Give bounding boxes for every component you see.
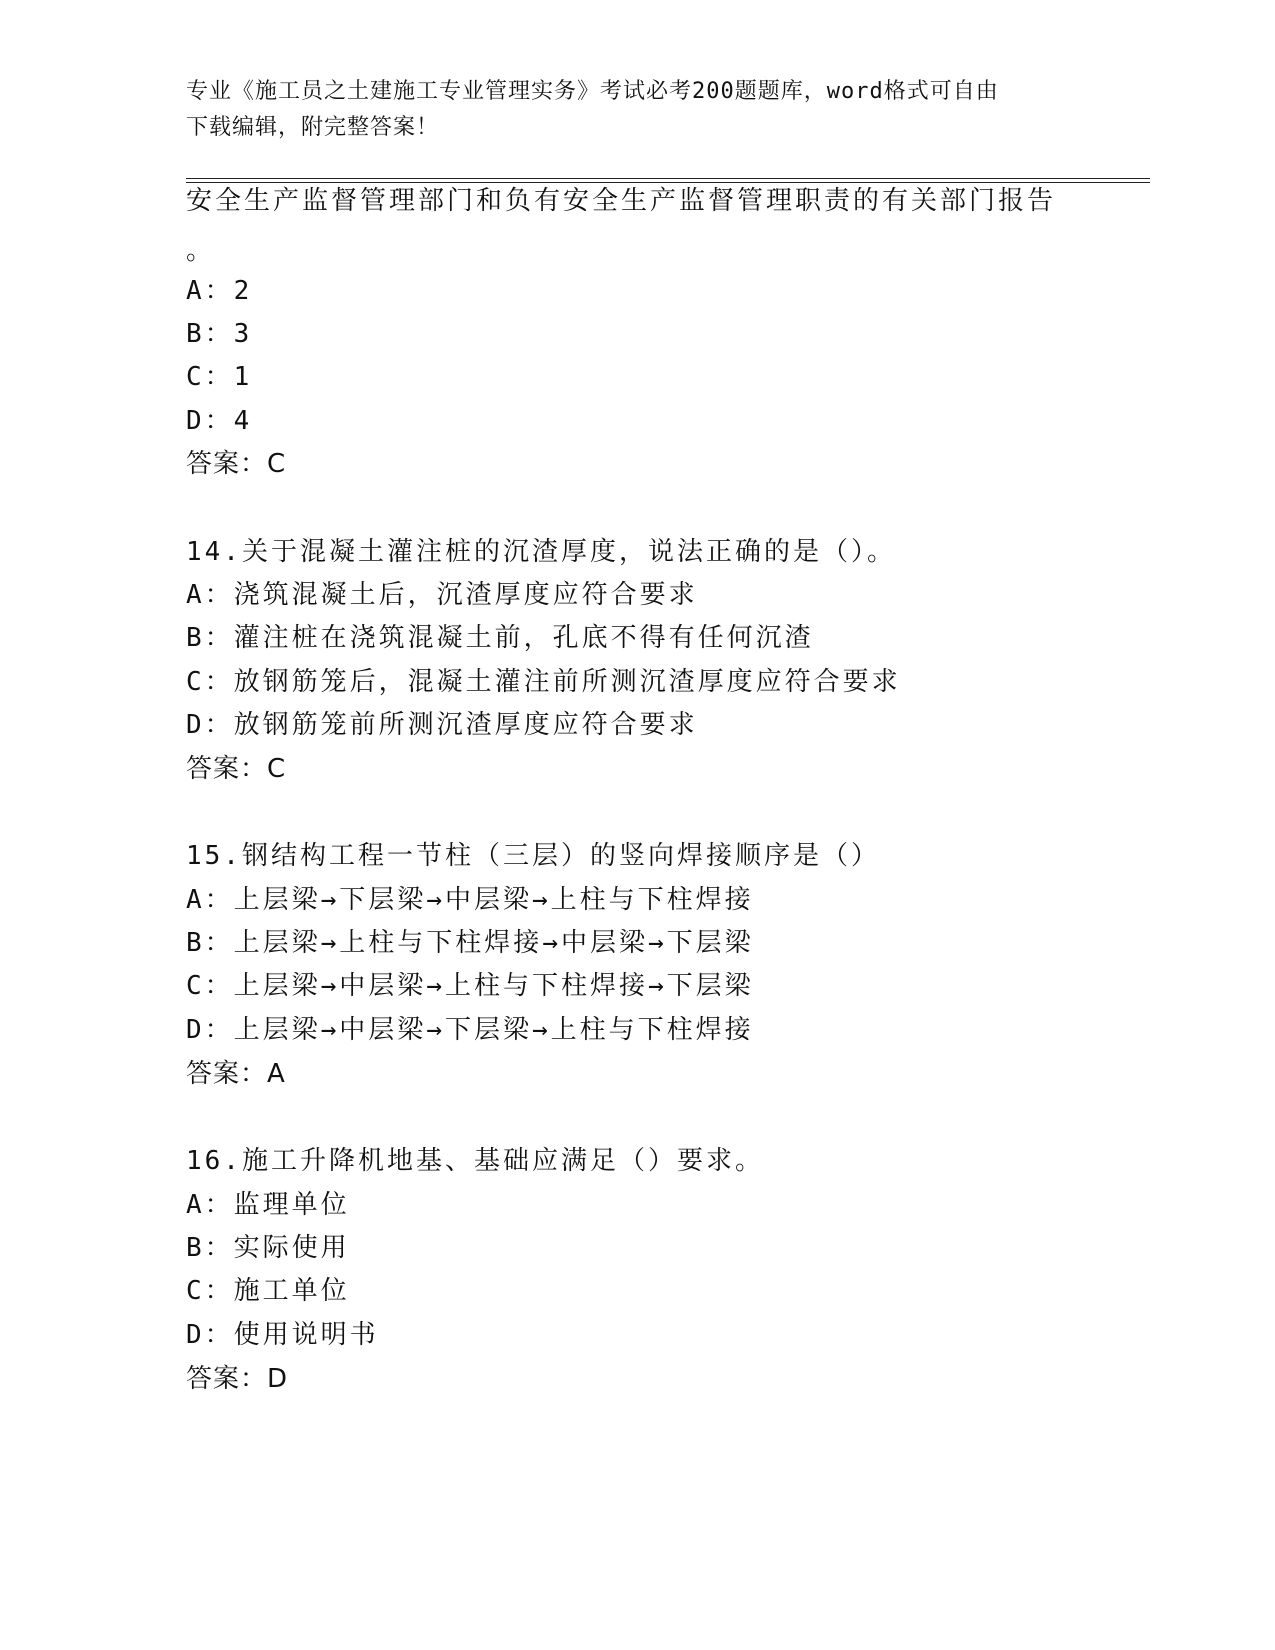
- question-stem: 安全生产监督管理部门和负有安全生产监督管理职责的有关部门报告: [186, 186, 1057, 216]
- option-a: A：监理单位: [186, 1190, 350, 1220]
- option-a: A：上层梁→下层梁→中层梁→上柱与下柱焊接: [186, 885, 754, 915]
- option-b: B：上层梁→上柱与下柱焊接→中层梁→下层梁: [186, 928, 754, 958]
- option-b: B：灌注桩在浇筑混凝土前，孔底不得有任何沉渣: [186, 623, 814, 653]
- header-divider-top: [186, 178, 1150, 179]
- option-d: D：4: [186, 406, 253, 436]
- option-d: D：使用说明书: [186, 1320, 379, 1350]
- header-line-2: 下载编辑，附完整答案！: [186, 115, 440, 140]
- option-b: B：实际使用: [186, 1233, 350, 1263]
- option-c: C：放钢筋笼后，混凝土灌注前所测沉渣厚度应符合要求: [186, 667, 901, 697]
- option-b: B：3: [186, 319, 253, 349]
- answer: 答案：C: [186, 449, 287, 479]
- option-c: C：施工单位: [186, 1276, 350, 1306]
- option-c: C：上层梁→中层梁→上柱与下柱焊接→下层梁: [186, 971, 754, 1001]
- option-c: C：1: [186, 362, 253, 392]
- question-stem: 14.关于混凝土灌注桩的沉渣厚度，说法正确的是（）。: [186, 537, 896, 567]
- option-d: D：放钢筋笼前所测沉渣厚度应符合要求: [186, 710, 698, 740]
- header-line-1: 专业《施工员之土建施工专业管理实务》考试必考200题题库，word格式可自由: [186, 79, 999, 104]
- question-stem: 15.钢结构工程一节柱（三层）的竖向焊接顺序是（）: [186, 841, 880, 871]
- question-stem: 16.施工升降机地基、基础应满足（）要求。: [186, 1146, 764, 1176]
- answer: 答案：D: [186, 1364, 289, 1394]
- option-a: A：2: [186, 276, 253, 306]
- document-header: [186, 74, 1066, 146]
- answer: 答案：A: [186, 1059, 286, 1089]
- header-divider-bottom: [186, 182, 1150, 183]
- answer: 答案：C: [186, 754, 287, 784]
- question-stem-end: 。: [186, 236, 216, 266]
- option-d: D：上层梁→中层梁→下层梁→上柱与下柱焊接: [186, 1015, 754, 1045]
- option-a: A：浇筑混凝土后，沉渣厚度应符合要求: [186, 580, 698, 610]
